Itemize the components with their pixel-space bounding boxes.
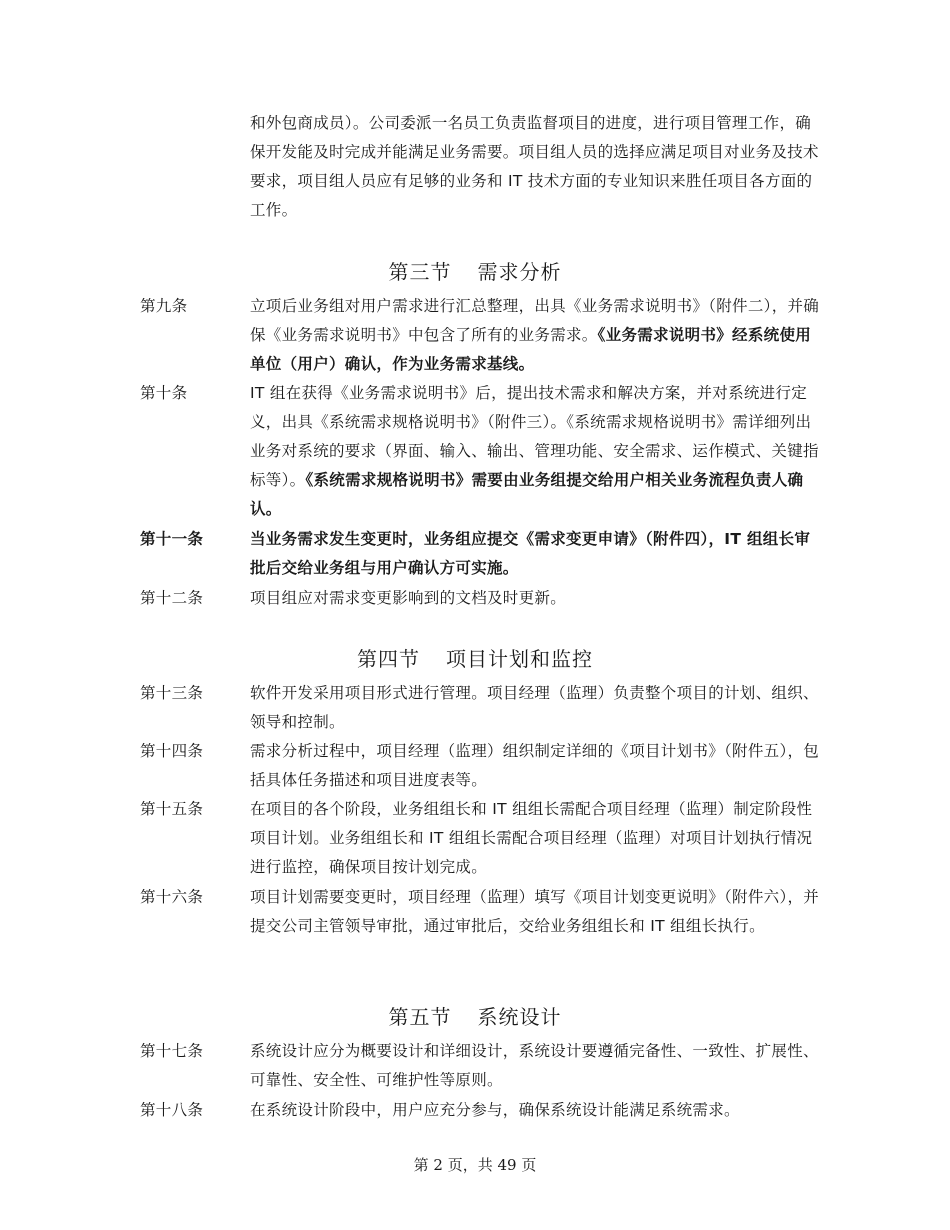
intro-paragraph: 和外包商成员）。公司委派一名员工负责监督项目的进度，进行项目管理工作，确保开发能及时完成并能满足业务需要。项目组人员的选择应满足项目对业务及技术要求，项目组人员应有足够的业务和 IT 技术方面的专业知识来胜任项目各方面的工作。 — [250, 114, 819, 219]
article-number: 第九条 — [140, 297, 188, 315]
article-body: 在项目的各个阶段，业务组组长和 IT 组组长需配合项目经理（监理）制定阶段性项目计划。业务组组长和 IT 组组长需配合项目经理（监理）对项目计划执行情况进行监控，确保项目按计划完成。 — [250, 800, 813, 876]
article-body — [250, 379, 820, 524]
article-number: 第十五条 — [140, 800, 204, 818]
section-name: 需求分析 — [477, 260, 562, 284]
article-body: 项目组应对需求变更影响到的文档及时更新。 — [250, 589, 567, 607]
page-footer: 第 2 页，共 49 页 — [413, 1156, 537, 1174]
section-title-3 — [0, 258, 950, 286]
section-number: 第五节 — [388, 1005, 452, 1029]
article-text: 立项后业务组对用户需求进行汇总整理，出具《业务需求说明书》（附件二），并确保《业务需求说明书》中包含了所有的业务需求。 — [250, 297, 820, 344]
article-number: 第十八条 — [140, 1101, 204, 1119]
article-bold-text: 《系统需求规格说明书》需要由业务组提交给用户相关业务流程负责人确认。 — [250, 471, 804, 518]
article-body: 系统设计应分为概要设计和详细设计，系统设计要遵循完备性、一致性、扩展性、可靠性、安全性、可维护性等原则。 — [250, 1042, 819, 1089]
article-number: 第十一条 — [140, 530, 204, 548]
article-bold-text: 《业务需求说明书》经系统使用单位（用户）确认，作为业务需求基线。 — [250, 326, 812, 373]
section-title-5 — [0, 1003, 950, 1031]
article-text: IT 组在获得《业务需求说明书》后，提出技术需求和解决方案，并对系统进行定义，出具《系统需求规格说明书》（附件三）。《系统需求规格说明书》需详细列出业务对系统的要求（界面、输入、输出、管理功能、安全需求、运作模式、关键指标等）。 — [250, 384, 819, 489]
article-body: 项目计划需要变更时，项目经理（监理）填写《项目计划变更说明》（附件六），并提交公司主管领导审批，通过审批后，交给业务组组长和 IT 组组长执行。 — [250, 888, 820, 935]
article-number: 第十二条 — [140, 589, 204, 607]
article-number: 第十四条 — [140, 742, 204, 760]
section-number: 第三节 — [388, 260, 452, 284]
article-body: 当业务需求发生变更时，业务组应提交《需求变更申请》（附件四），IT 组组长审批后交给业务组与用户确认方可实施。 — [250, 530, 811, 577]
article-body: 需求分析过程中，项目经理（监理）组织制定详细的《项目计划书》（附件五），包括具体任务描述和项目进度表等。 — [250, 742, 820, 789]
article-body: 在系统设计阶段中，用户应充分参与，确保系统设计能满足系统需求。 — [250, 1101, 740, 1119]
section-title-4 — [0, 645, 950, 673]
article-number: 第十七条 — [140, 1042, 204, 1060]
article-number: 第十三条 — [140, 684, 204, 702]
article-body: 软件开发采用项目形式进行管理。项目经理（监理）负责整个项目的计划、组织、领导和控制。 — [250, 684, 819, 731]
article-number: 第十六条 — [140, 888, 204, 906]
article-number: 第十条 — [140, 384, 188, 402]
article-body — [250, 292, 820, 379]
section-number: 第四节 — [357, 647, 420, 671]
section-name: 项目计划和监控 — [446, 647, 593, 671]
section-name: 系统设计 — [477, 1005, 562, 1029]
